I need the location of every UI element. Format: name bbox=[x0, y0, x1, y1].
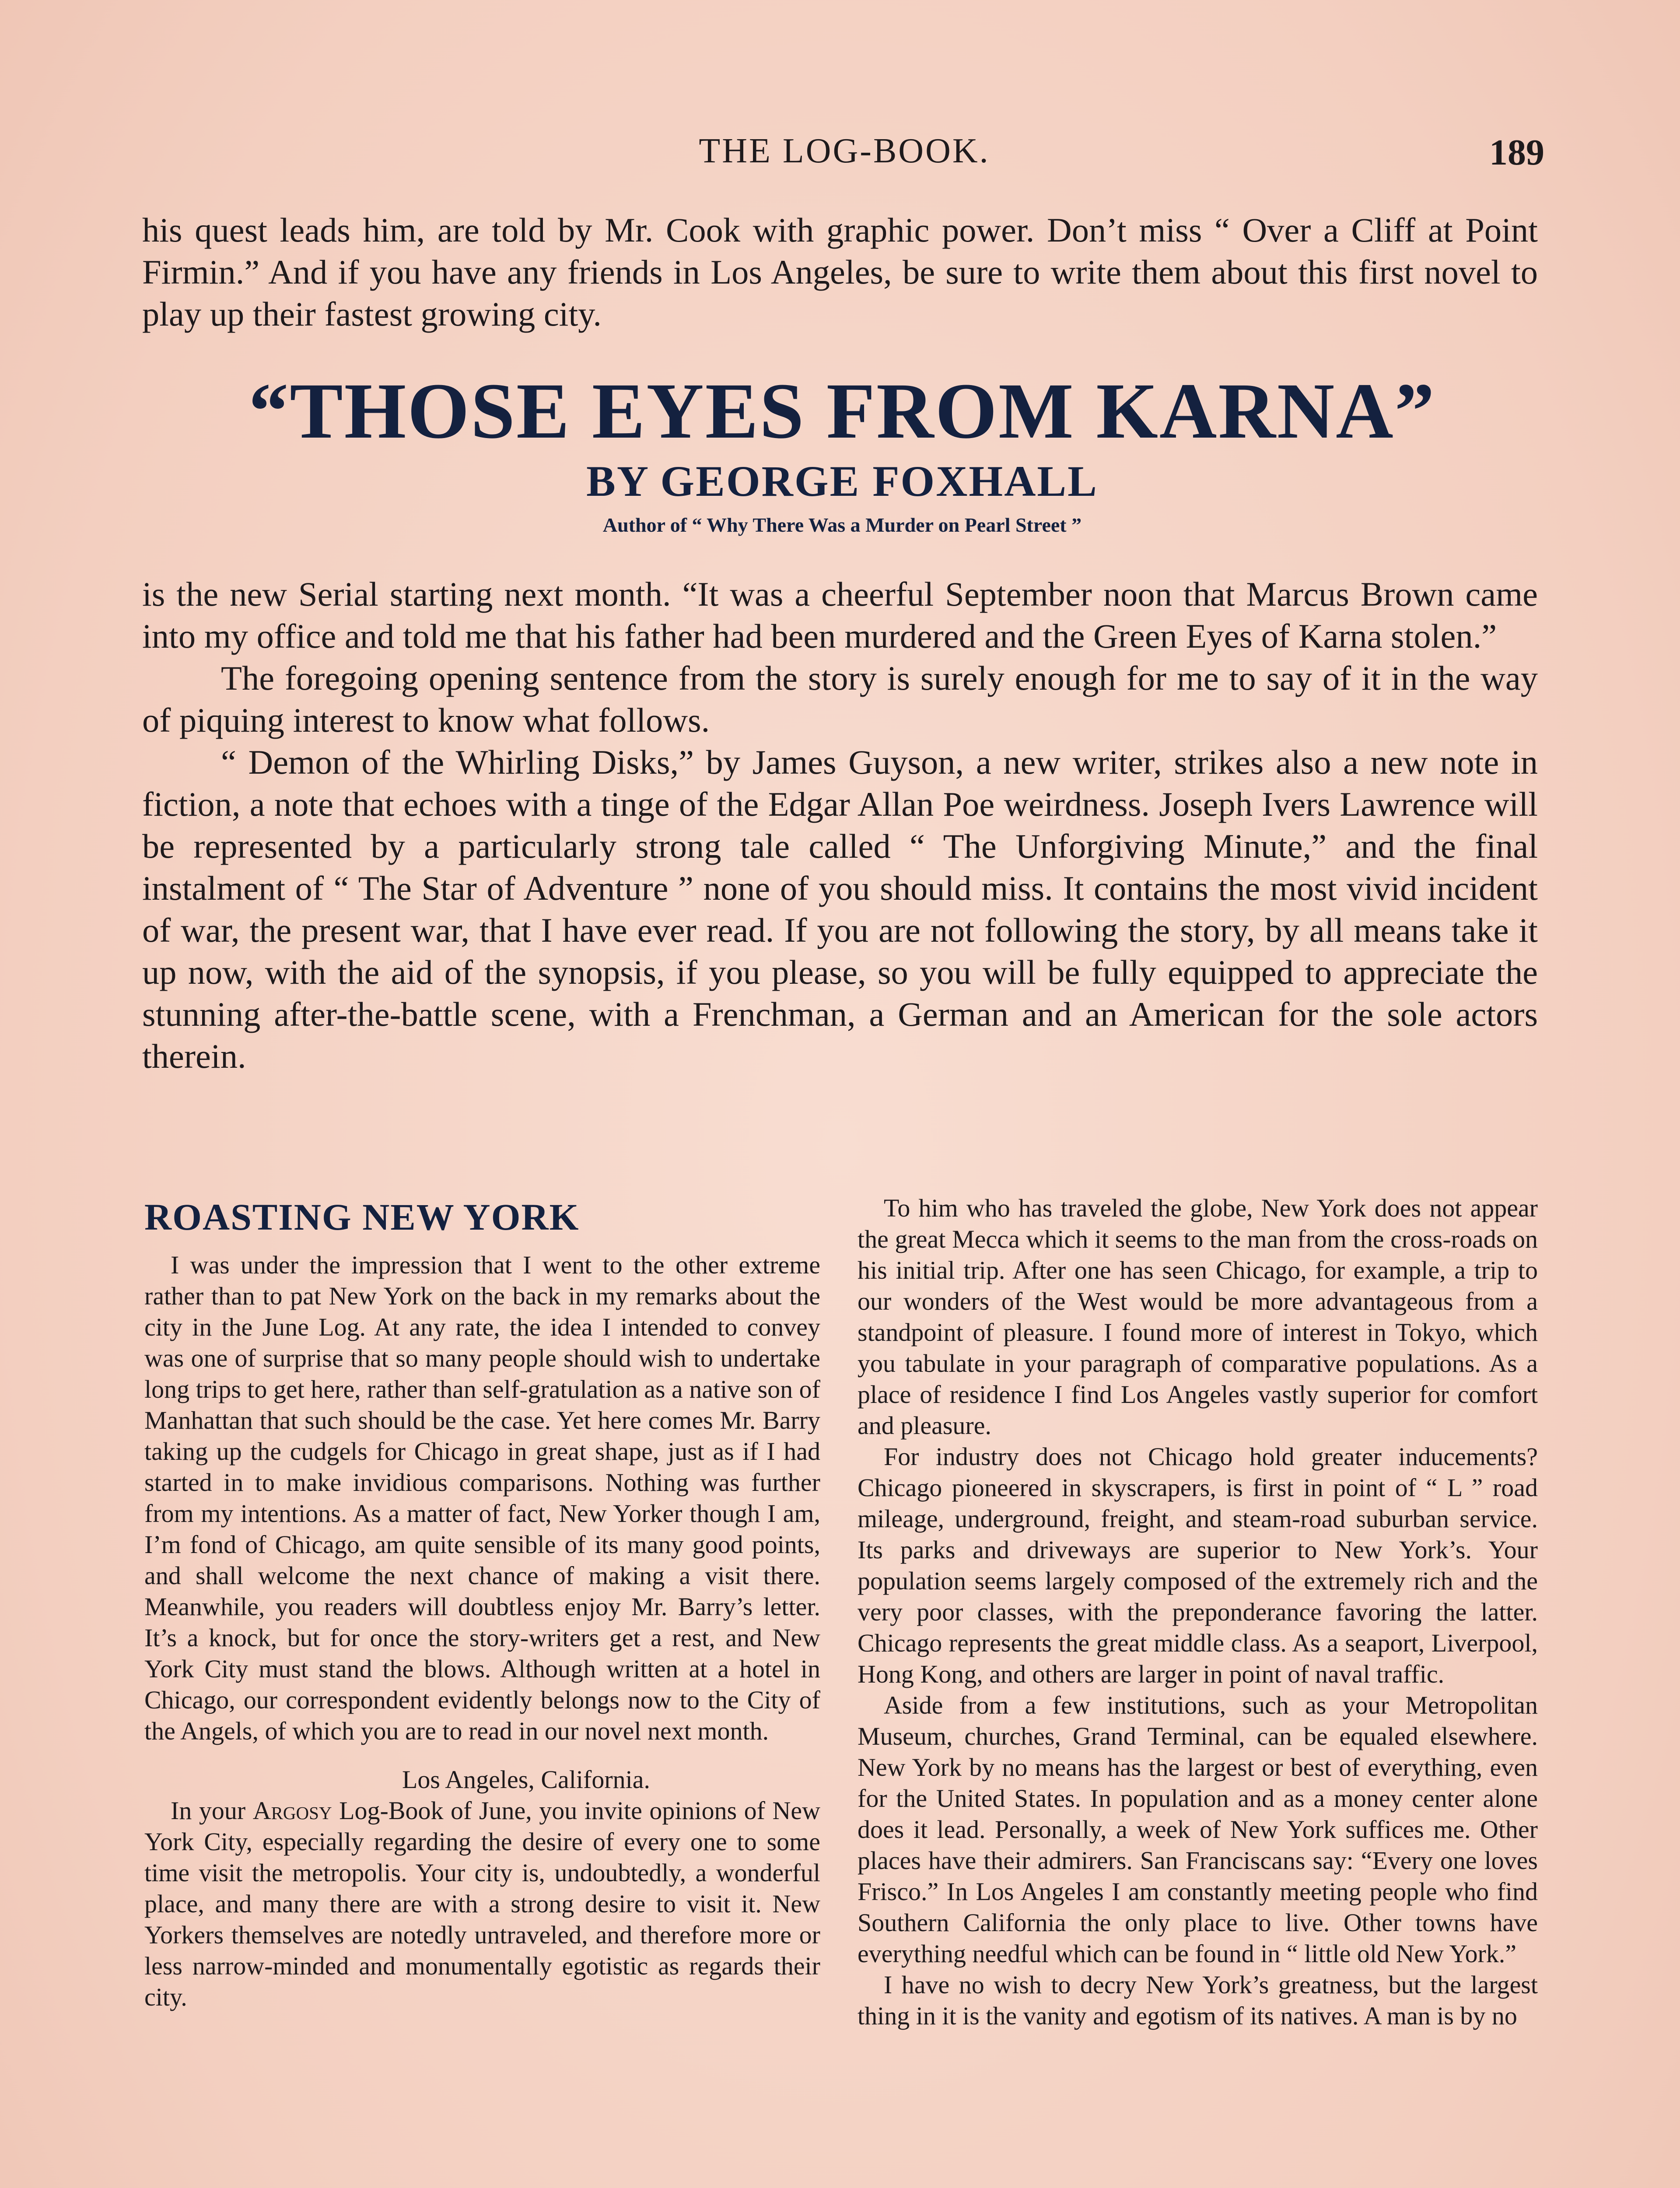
serial-paragraph: The foregoing opening sentence from the story is surely enough for me to say of it in the way of piquing interest to know what follows. bbox=[142, 659, 1538, 739]
serial-paragraph: is the new Serial starting next month. “It was a cheerful September noon that Marcus Brown came into my office and told me that his father had been murdered and the Green Eyes of Karna stolen.” bbox=[142, 575, 1538, 655]
intro-paragraph: his quest leads him, are told by Mr. Cook with graphic power. Don’t miss “ Over a Cliff at Point Firmin.” And if you have any friends in Los Angeles, be sure to write them about this first novel to play up their fastest growing city. bbox=[142, 211, 1538, 333]
serial-byline: BY GEORGE FOXHALL bbox=[586, 457, 1098, 505]
editor-paragraph: I was under the impression that I went to the other extreme rather than to pat New York on the back in my remarks about the city in the June Log. At any rate, the idea I intended to convey was one of surprise that so many people should wish to undertake long trips to get here, rather than self-gratulation as a native son of Manhattan that such should be the case. Yet here comes Mr. Barry taking up the cudgels for Chicago in great shape, just as if I had started in to make invidious comparisons. Nothing was further from my intentions. As a matter of fact, New Yorker though I am, I’m fond of Chicago, am quite sensible of its many good points, and shall welcome the next chance of making a visit there. Meanwhile, you readers will doubtless enjoy Mr. Barry’s letter. It’s a knock, but for once the story-writers get a rest, and New York City must stand the blows. Although written at a hotel in Chicago, our correspondent evidently belongs now to the City of the Angels, of which you are to read in our novel next month. bbox=[144, 1251, 820, 1745]
serial-title: “THOSE EYES FROM KARNA” bbox=[248, 367, 1436, 455]
page-number: 189 bbox=[1489, 132, 1544, 173]
letter-paragraph: Aside from a few institutions, such as your Metropolitan Museum, churches, Grand Terminal, can be equaled elsewhere. New York by no means has the largest or best of everything, even for the United States. In population and as a money center alone does it lead. Personally, a week of New York suffices me. Other places have their admirers. San Franciscans say: “Every one loves Frisco.” In Los Angeles I am constantly meeting people who find Southern California the only place to live. Other towns have everything needful which can be found in “ little old New York.” bbox=[858, 1691, 1538, 1968]
serial-paragraph: “ Demon of the Whirling Disks,” by James Guyson, a new writer, strikes also a new note in fiction, a note that echoes with a tinge of the Edgar Allan Poe weirdness. Joseph Ivers Lawrence will be represented by a particularly strong tale called “ The Unforgiving Minute,” and the final instalment of “ The Star of Adventure ” none of you should miss. It contains the most vivid incident of war, the present war, that I have ever read. If you are not following the story, by all means take it up now, with the aid of the synopsis, if you please, so you will be fully equipped to appreciate the stunning after-the-battle scene, with a Frenchman, a German and an American for the sole actors therein. bbox=[142, 743, 1538, 1075]
intro-paragraph-block bbox=[142, 209, 1538, 335]
running-head bbox=[144, 131, 1544, 184]
left-column bbox=[144, 1192, 820, 2013]
section-heading: ROASTING NEW YORK bbox=[144, 1196, 580, 1238]
letter-paragraph: To him who has traveled the globe, New York does not appear the great Mecca which it seems to the man from the cross-roads on his initial trip. After one has seen Chicago, for example, a trip to our wonders of the West would be more advantageous from a standpoint of pleasure. I found more of interest in Tokyo, which you tabulate in your paragraph of comparative populations. As a place of residence I find Los Angeles vastly superior for comfort and pleasure. bbox=[858, 1194, 1538, 1440]
argosy-title: Argosy bbox=[252, 1796, 332, 1825]
letter-dateline: Los Angeles, California. bbox=[402, 1765, 650, 1794]
serial-author-note: Author of “ Why There Was a Murder on Pearl Street ” bbox=[602, 514, 1082, 536]
serial-body bbox=[142, 573, 1538, 1077]
running-title: THE LOG-BOOK. bbox=[699, 132, 990, 170]
letter-text: In your bbox=[171, 1796, 246, 1825]
letter-paragraph: I have no wish to decry New York’s greatness, but the largest thing in it is the vanity and egotism of its natives. A man is by no bbox=[858, 1971, 1538, 2030]
letter-paragraph bbox=[144, 1795, 820, 2013]
letter-paragraph: For industry does not Chicago hold greater inducements? Chicago pioneered in skyscrapers, is first in point of “ L ” road mileage, underground, freight, and steam-road suburban service. Its parks and driveways are superior to New York’s. Your population seems largely composed of the extremely rich and the very poor classes, with the preponderance favoring the latter. Chicago represents the great middle class. As a seaport, Liverpool, Hong Kong, and others are larger in point of naval traffic. bbox=[858, 1442, 1538, 1688]
right-column bbox=[858, 1192, 1538, 2031]
letter-text: Log-Book of June, you invite opinions of New York City, especially regarding the desire of every one to some time visit the metropolis. Your city is, undoubtedly, a wonderful place, and many there are with a strong desire to visit it. New Yorkers themselves are notedly untraveled, and therefore more or less narrow-minded and monumentally egotistic as regards their city. bbox=[144, 1796, 821, 2011]
